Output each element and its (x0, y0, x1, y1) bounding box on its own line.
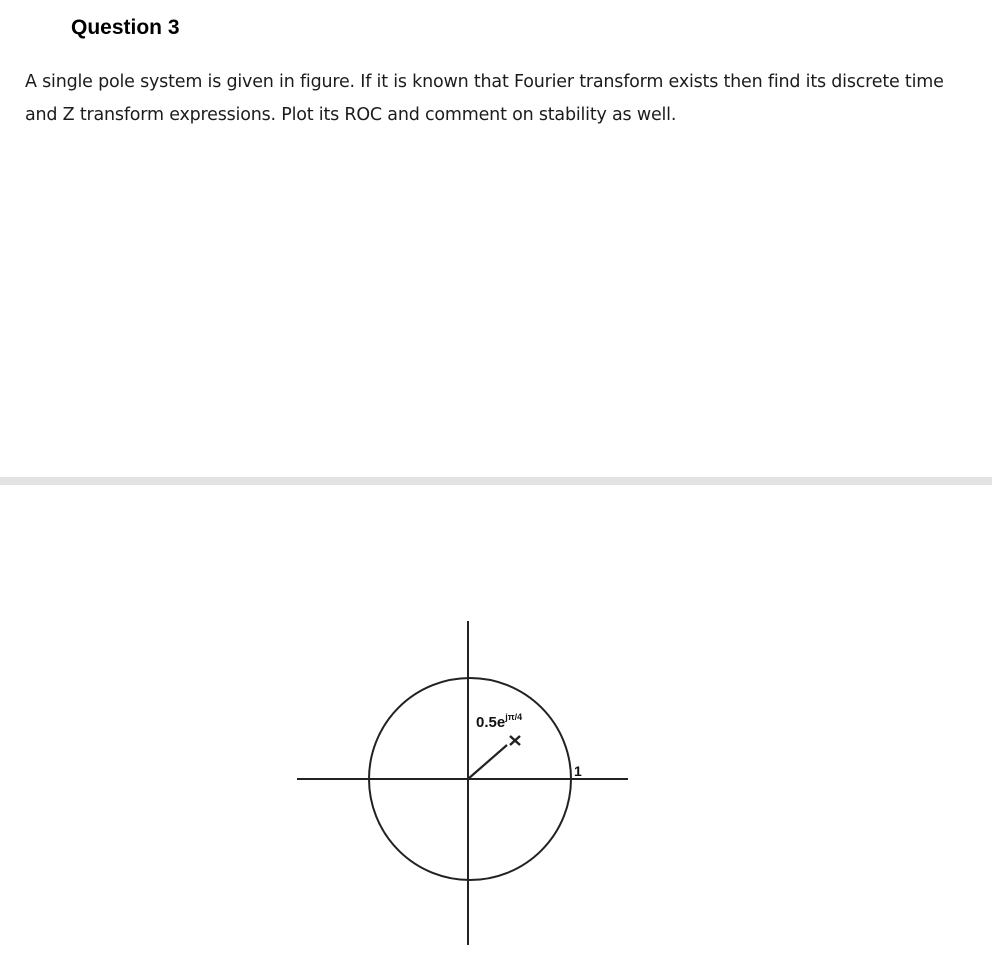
z-plane-svg (0, 485, 992, 969)
pole-vector (468, 745, 507, 779)
z-plane-figure (0, 485, 992, 969)
pole-label: $0.5e^{j\pi/4}$ (476, 712, 523, 731)
unit-circle-label: 1 (574, 763, 582, 779)
question-text: A single pole system is given in figure. If it is known that Fourier transform exists then find its discrete time and Z transform expressions. Plot its ROC and comment on stability as well. (25, 72, 944, 125)
question-title: Question 3 (71, 16, 180, 39)
page-divider (0, 477, 992, 485)
pole-marker (510, 736, 520, 745)
